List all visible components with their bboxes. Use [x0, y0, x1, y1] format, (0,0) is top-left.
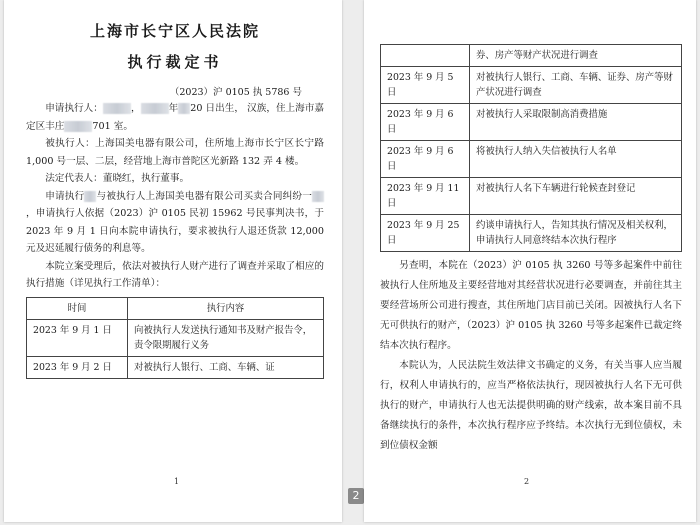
- case-number: （2023）沪 0105 执 5786 号: [169, 87, 302, 98]
- table-row: [27, 356, 324, 378]
- table-cell-content: 向被执行人发送执行通知书及财产报告令，责令限期履行义务: [128, 319, 324, 356]
- table-cell-content: 对被执行人名下车辆进行轮候查封登记: [470, 178, 682, 215]
- table-cell-content: 对被执行人银行、工商、车辆、证: [128, 356, 324, 378]
- redacted-date: [178, 103, 190, 114]
- enforcement-log-table: [26, 297, 324, 379]
- case-summary-paragraph: 申请执行 与被执行人上海国美电器有限公司买卖合同纠纷一，申请执行人依据（2023）沪 0105 民初 15962 号民事判决书，于 2023 年 9 月 1 日向本院申请执行，要求被执行人退还货款 12,000 元及迟延履行债务的利息等。: [26, 190, 324, 254]
- applicant-paragraph: 申请执行人： ， 年 20 日出生， 汉族，住上海市嘉定区丰庄 701 室。: [26, 103, 325, 132]
- measures-intro: 本院立案受理后，依法对被执行人财产进行了调查并采取了相应的执行措施（详见执行工作清单）：: [26, 260, 324, 289]
- enforcement-log-table-continued: [380, 44, 682, 252]
- redacted-name: [103, 103, 131, 114]
- document-title: 执行裁定书: [127, 53, 223, 71]
- page-number: 2: [524, 477, 530, 486]
- redacted-applicant: [84, 191, 96, 202]
- table-cell-date: 2023 年 9 月 25 日: [381, 215, 470, 252]
- respondent-paragraph: 被执行人：上海国美电器有限公司，住所地上海市长宁区长宁路 1,000 号一层、二层，经营地上海市普陀区光新路 132 弄 4 楼。: [26, 138, 324, 167]
- table-cell-date: 2023 年 9 月 6 日: [381, 104, 470, 141]
- court-name: 上海市长宁区人民法院: [89, 22, 260, 40]
- table-cell-date: [381, 45, 470, 67]
- document-page-2: [364, 0, 696, 522]
- finding-paragraph: 另查明，本院在（2023）沪 0105 执 3260 号等多起案件中前往被执行人住所地及主要经营地对其经营状况进行必要调查，并前往其主要经营场所公司进行搜查，其住所地门店目前已关闭。因被执行人名下无可供执行的财产，（2023）沪 0105 执 3260 号等多起案件已裁定终结本次执行程序。: [380, 260, 682, 351]
- table-row: [381, 45, 682, 67]
- redacted-address: [64, 121, 92, 132]
- table-cell-date: 2023 年 9 月 1 日: [27, 319, 128, 356]
- page-number: 1: [174, 477, 180, 486]
- redacted-gender: [141, 103, 169, 114]
- table-header-time: 时间: [27, 297, 128, 319]
- page-indicator-badge[interactable]: 2: [348, 488, 364, 504]
- page-2-body: [380, 256, 682, 456]
- table-header-content: 执行内容: [128, 297, 324, 319]
- redacted-text: [312, 191, 324, 202]
- table-row: [381, 178, 682, 215]
- table-cell-content: 券、房产等财产状况进行调查: [470, 45, 682, 67]
- document-page-1: [4, 0, 342, 522]
- table-cell-date: 2023 年 9 月 5 日: [381, 67, 470, 104]
- table-header-row: [27, 297, 324, 319]
- opinion-paragraph: 本院认为，人民法院生效法律文书确定的义务，有关当事人应当履行，权利人申请执行的，应当严格依法执行，现因被执行人名下无可供执行的财产，申请执行人也无法提供明确的财产线索，故本案目前不具备继续执行的条件，本次执行程序应予终结。本次执行无到位债权，未到位债权金额: [380, 360, 682, 451]
- table-row: [381, 215, 682, 252]
- table-cell-content: 将被执行人纳入失信被执行人名单: [470, 141, 682, 178]
- table-cell-date: 2023 年 9 月 2 日: [27, 356, 128, 378]
- applicant-label: 申请执行人：: [45, 103, 103, 114]
- table-cell-content: 约谈申请执行人，告知其执行情况及相关权利，申请执行人同意终结本次执行程序: [470, 215, 682, 252]
- table-row: [381, 141, 682, 178]
- table-cell-content: 对被执行人采取限制高消费措施: [470, 104, 682, 141]
- legal-representative: 法定代表人：董晓红，执行董事。: [45, 173, 190, 184]
- table-cell-date: 2023 年 9 月 11 日: [381, 178, 470, 215]
- table-row: [381, 67, 682, 104]
- table-row: [381, 104, 682, 141]
- table-cell-date: 2023 年 9 月 6 日: [381, 141, 470, 178]
- table-row: [27, 319, 324, 356]
- table-cell-content: 对被执行人银行、工商、车辆、证券、房产等财产状况进行调查: [470, 67, 682, 104]
